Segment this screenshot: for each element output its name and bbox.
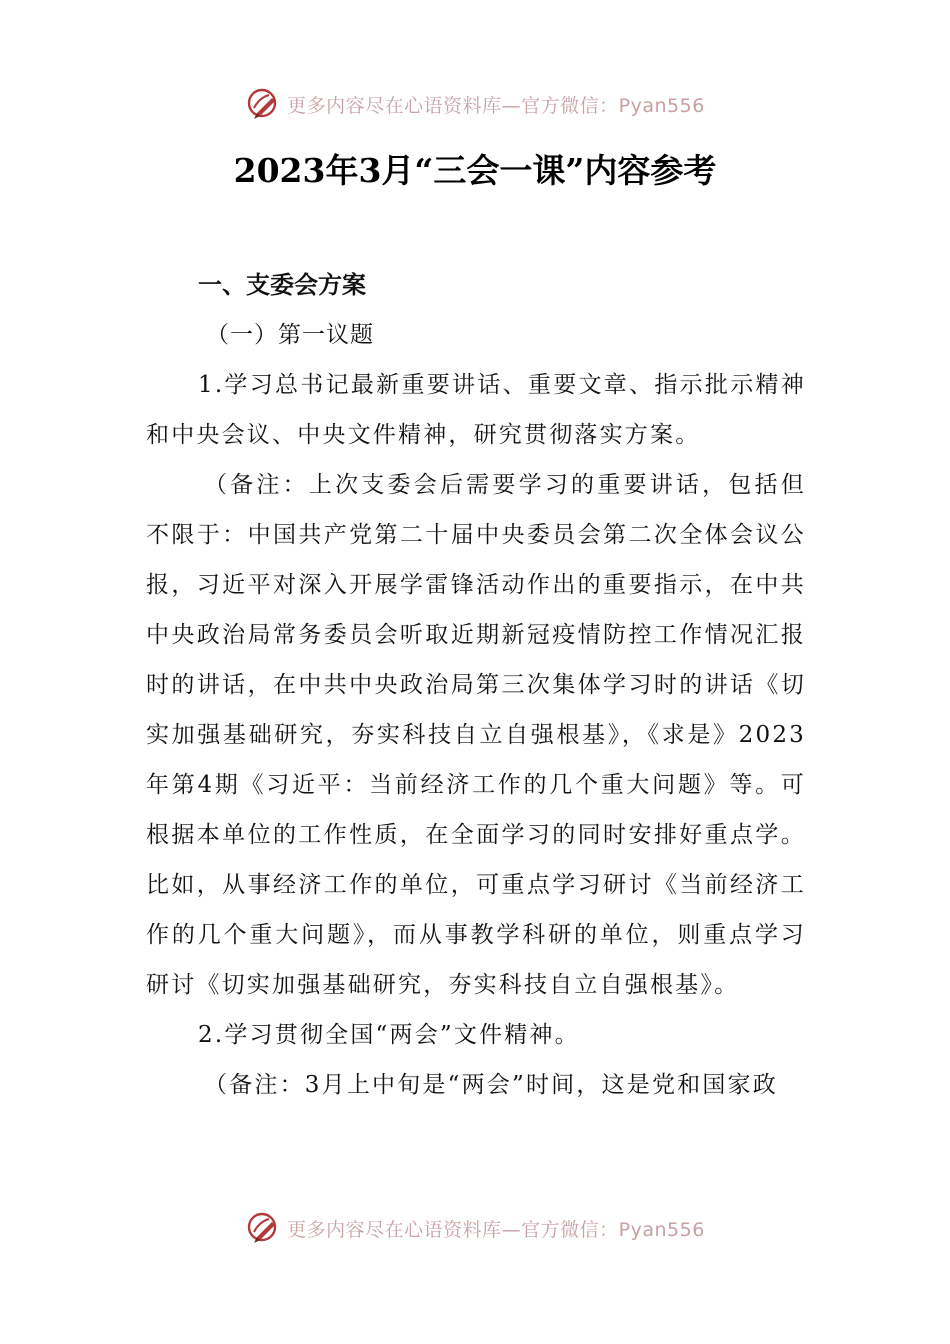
sub-heading: （一）第一议题 <box>206 322 374 348</box>
paragraph-note-1: （备注：上次支委会后需要学习的重要讲话，包括但不限于：中国共产党第二十届中央委员会第二次全体会议公报，习近平对深入开展学雷锋活动作出的重要指示，在中共中央政治局常务委员会听取近期新冠疫情防控工作情况汇报时的讲话，在中共中央政治局第三次集体学习时的讲话《切实加强基础研究，夯实科技自立自强根基》，《求是》2023年第4期《习近平：当前经济工作的几个重大问题》等。可根据本单位的工作性质，在全面学习的同时安排好重点学。比如，从事经济工作的单位，可重点学习研讨《当前经济工作的几个重大问题》，而从事教学科研的单位，则重点学习研讨《切实加强基础研究，夯实科技自立自强根基》。 <box>146 472 806 998</box>
watermark-text: 更多内容尽在心语资料库—官方微信：Pyan556 <box>287 1218 705 1241</box>
paragraph-note-2: （备注：3月上中旬是“两会”时间，这是党和国家政 <box>204 1072 778 1098</box>
header-watermark <box>0 84 950 124</box>
paragraph-item-2: 2.学习贯彻全国“两会”文件精神。 <box>198 1022 580 1048</box>
watermark-text: 更多内容尽在心语资料库—官方微信：Pyan556 <box>287 94 705 117</box>
document-title: 2023年3月“三会一课”内容参考 <box>233 151 717 190</box>
document-body <box>146 260 806 1110</box>
section-heading: 一、支委会方案 <box>198 271 366 299</box>
pen-logo-icon <box>245 86 281 122</box>
pen-logo-icon <box>245 1210 281 1246</box>
paragraph-item-1: 1.学习总书记最新重要讲话、重要文章、指示批示精神和中央会议、中央文件精神，研究贯彻落实方案。 <box>146 372 806 448</box>
footer-watermark <box>0 1208 950 1248</box>
